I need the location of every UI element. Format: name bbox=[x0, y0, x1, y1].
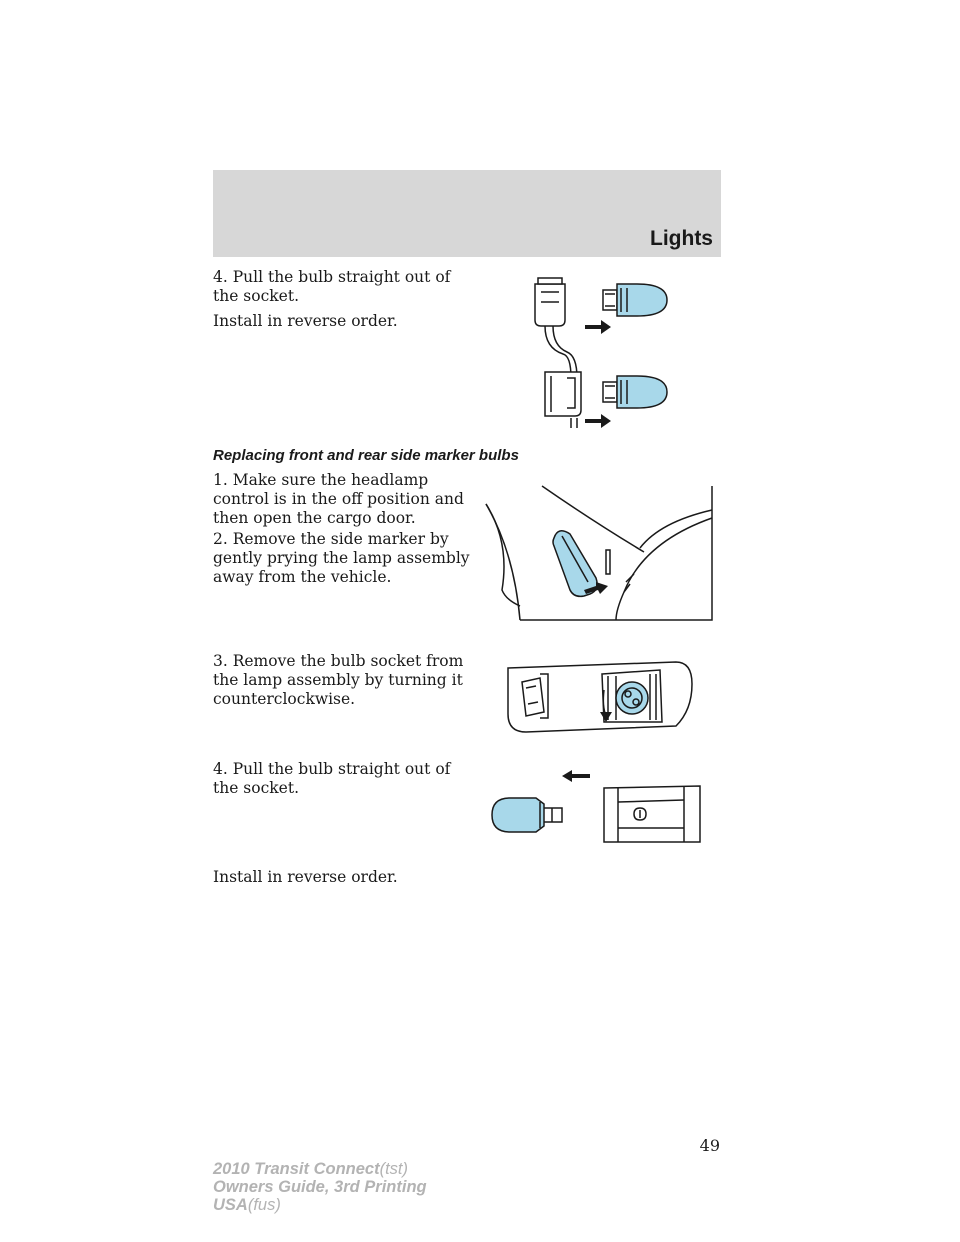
step-3-text: 3. Remove the bulb socket from the lamp assembly by turning it counterclockwise. bbox=[213, 652, 464, 708]
footer-line-3 bbox=[213, 1196, 427, 1214]
footer-market: USA bbox=[213, 1196, 248, 1214]
footer-line-1 bbox=[213, 1160, 427, 1178]
step-4-text: 4. Pull the bulb straight out of the socket. bbox=[213, 268, 451, 305]
footer-line-2: Owners Guide, 3rd Printing bbox=[213, 1178, 427, 1196]
footer-model-code: (tst) bbox=[379, 1160, 409, 1178]
section-header-band bbox=[213, 170, 721, 257]
step-4-socket-text: 4. Pull the bulb straight out of the socket. bbox=[213, 760, 451, 797]
install-reverse-text: Install in reverse order. bbox=[213, 868, 398, 886]
page-number: 49 bbox=[699, 1136, 720, 1155]
step-2-text: 2. Remove the side marker by gently prying the lamp assembly away from the vehicle. bbox=[213, 530, 470, 586]
footer-market-code: (fus) bbox=[247, 1196, 281, 1214]
section-title: Lights bbox=[650, 227, 713, 250]
bulb-socket-rotation-illustration bbox=[504, 660, 694, 735]
bulb-sockets-illustration bbox=[505, 268, 675, 433]
footer-model: 2010 Transit Connect bbox=[213, 1160, 380, 1178]
install-text: Install in reverse order. bbox=[213, 312, 398, 330]
subsection-heading: Replacing front and rear side marker bulbs bbox=[213, 447, 519, 464]
bulb-pull-out-illustration bbox=[488, 768, 710, 856]
footer bbox=[213, 1160, 427, 1214]
side-marker-removal-illustration bbox=[484, 482, 716, 628]
step-1-text: 1. Make sure the headlamp control is in the off position and then open the cargo door. bbox=[213, 471, 464, 527]
